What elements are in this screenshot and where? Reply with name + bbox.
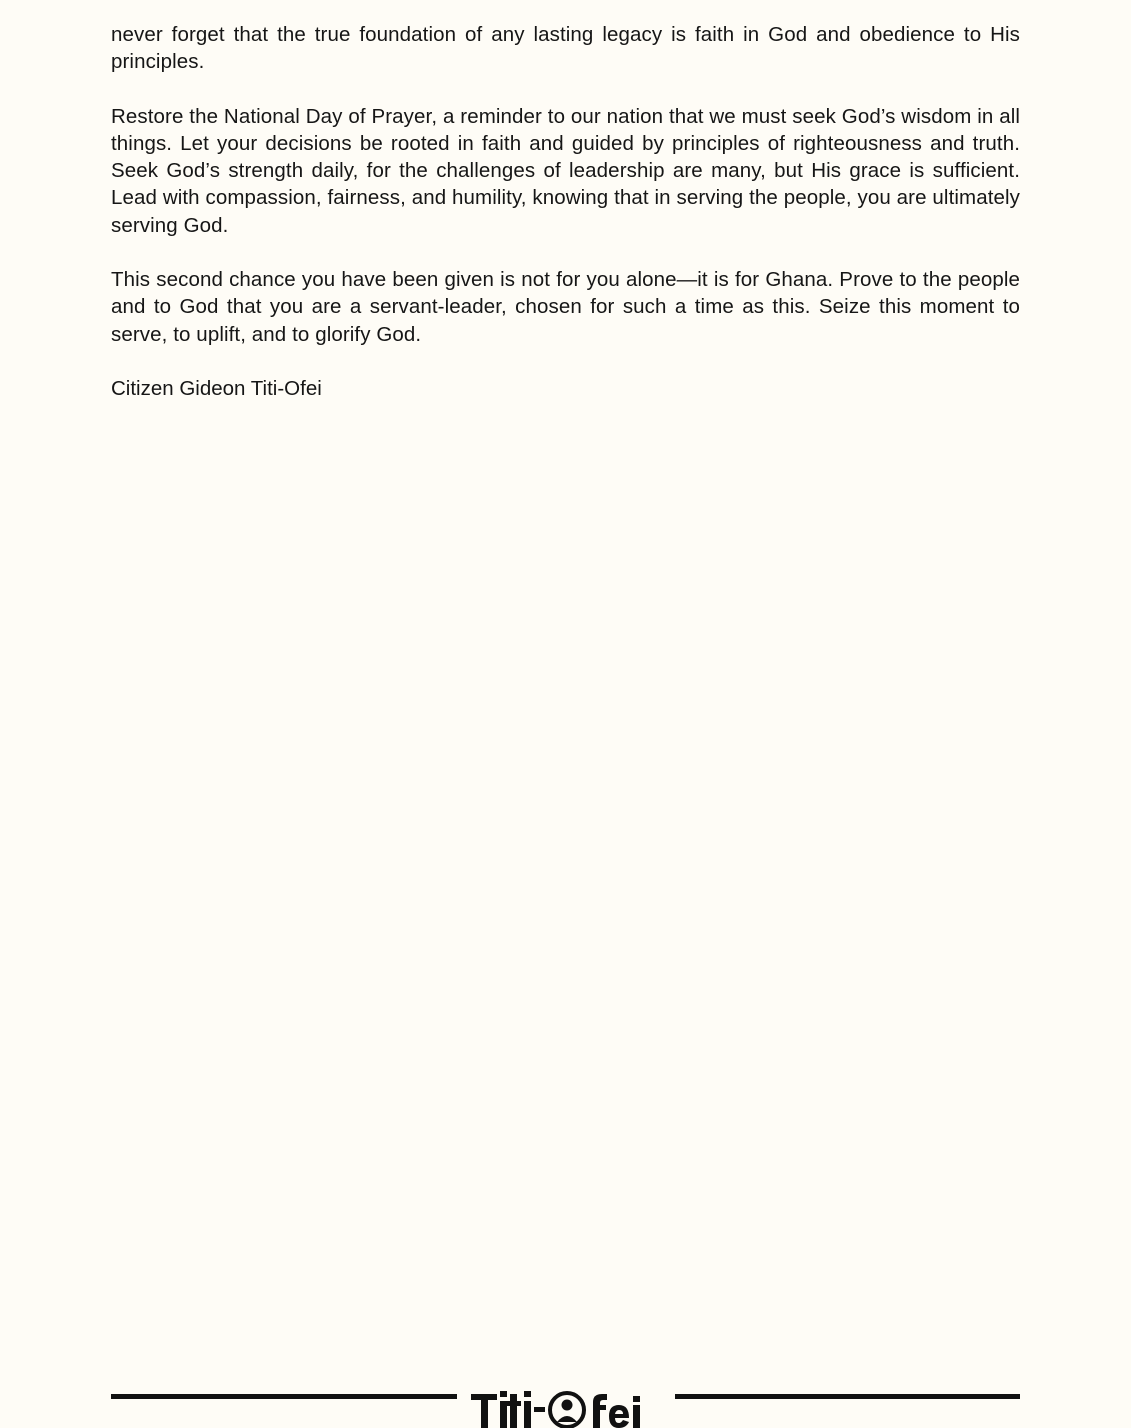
paragraph-second-chance: This second chance you have been given is not for you alone—it is for Ghana. Prove to the people and to God that you are a servant-leader, chosen for such a time as this. Seize this moment to serve, to uplift, and to glorify God. (111, 268, 1020, 346)
page-footer (111, 1388, 1020, 1428)
footer-logo (469, 1388, 665, 1428)
portrait-emblem-icon (550, 1393, 584, 1427)
logo-wordmark (469, 1388, 665, 1428)
letter-body (111, 21, 1020, 402)
footer-rule-right (675, 1394, 1020, 1399)
paragraph-legacy: never forget that the true foundation of any lasting legacy is faith in God and obedience to His principles. (111, 23, 1020, 74)
paragraph-national-day-of-prayer: Restore the National Day of Prayer, a reminder to our nation that we must seek God’s wisdom in all things. Let your decisions be rooted in faith and guided by principles of righteousness and truth. Seek God’s strength daily, for the challenges of leadership are many, but His grace is sufficient. Lead with compassion, fairness, and humility, knowing that in serving the people, you are ultimately serving God. (111, 104, 1020, 237)
signature: Citizen Gideon Titi-Ofei (111, 376, 322, 400)
footer-rule-left (111, 1394, 457, 1399)
